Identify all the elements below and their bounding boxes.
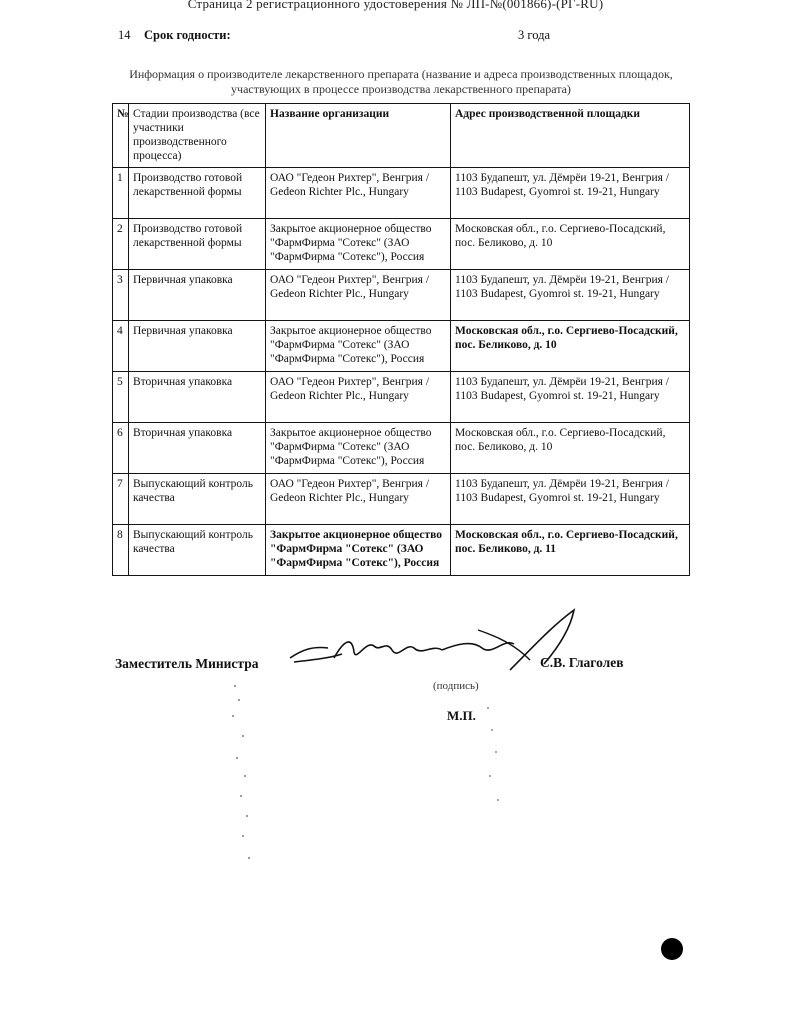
shelf-life-label: Срок годности: (144, 28, 231, 42)
row-org: Закрытое акционерное общество "ФармФирма "Сотекс" (ЗАО "ФармФирма "Сотекс"), Россия (266, 525, 451, 576)
row-address: 1103 Будапешт, ул. Дёмрёи 19-21, Венгрия / 1103 Budapest, Gyomroi st. 19-21, Hungary (451, 168, 690, 219)
table-row (113, 474, 690, 525)
signatory-name: С.В. Глаголев (540, 655, 624, 670)
manufacturer-info-caption: Информация о производителе лекарственного препарата (название и адреса производственных площадок, участвующих в процессе производства лекарственного препарата) (129, 67, 673, 96)
row-org: Закрытое акционерное общество "ФармФирма "Сотекс" (ЗАО "ФармФирма "Сотекс"), Россия (266, 219, 451, 270)
row-org: ОАО "Гедеон Рихтер", Венгрия / Gedeon Richter Plc., Hungary (266, 168, 451, 219)
row-num: 1 (113, 168, 129, 219)
row-stage: Выпускающий контроль качества (129, 525, 266, 576)
table-row (113, 423, 690, 474)
row-stage: Производство готовой лекарственной формы (129, 219, 266, 270)
row-num: 2 (113, 219, 129, 270)
row-stage: Выпускающий контроль качества (129, 474, 266, 525)
row-address: Московская обл., г.о. Сергиево-Посадский, пос. Беликово, д. 10 (451, 321, 690, 372)
row-stage: Первичная упаковка (129, 270, 266, 321)
row-org: ОАО "Гедеон Рихтер", Венгрия / Gedeon Richter Plc., Hungary (266, 474, 451, 525)
row-address: 1103 Будапешт, ул. Дёмрёи 19-21, Венгрия / 1103 Budapest, Gyomroi st. 19-21, Hungary (451, 372, 690, 423)
table-row (113, 219, 690, 270)
manufacturer-table (112, 103, 690, 576)
row-address: 1103 Будапешт, ул. Дёмрёи 19-21, Венгрия / 1103 Budapest, Gyomroi st. 19-21, Hungary (451, 474, 690, 525)
table-row (113, 321, 690, 372)
row-num: 8 (113, 525, 129, 576)
row-num: 4 (113, 321, 129, 372)
page-header: Страница 2 регистрационного удостоверения № ЛП-№(001866)-(РГ-RU) (187, 0, 604, 11)
table-row (113, 270, 690, 321)
row-stage: Вторичная упаковка (129, 372, 266, 423)
row-num: 5 (113, 372, 129, 423)
column-header-address: Адрес производственной площадки (451, 104, 690, 168)
row-num: 7 (113, 474, 129, 525)
row-address: 1103 Будапешт, ул. Дёмрёи 19-21, Венгрия / 1103 Budapest, Gyomroi st. 19-21, Hungary (451, 270, 690, 321)
row-org: Закрытое акционерное общество "ФармФирма "Сотекс" (ЗАО "ФармФирма "Сотекс"), Россия (266, 321, 451, 372)
row-num: 6 (113, 423, 129, 474)
row-stage: Вторичная упаковка (129, 423, 266, 474)
row-stage: Первичная упаковка (129, 321, 266, 372)
table-row (113, 372, 690, 423)
table-row (113, 525, 690, 576)
row-address: Московская обл., г.о. Сергиево-Посадский, пос. Беликово, д. 11 (451, 525, 690, 576)
binder-hole-mark (661, 938, 683, 960)
table-row (113, 168, 690, 219)
row-org: Закрытое акционерное общество "ФармФирма "Сотекс" (ЗАО "ФармФирма "Сотекс"), Россия (266, 423, 451, 474)
scan-speckle (480, 700, 510, 820)
row-org: ОАО "Гедеон Рихтер", Венгрия / Gedeon Richter Plc., Hungary (266, 372, 451, 423)
column-header-stage: Стадии производства (все участники производственного процесса) (129, 104, 266, 168)
row-stage: Производство готовой лекарственной формы (129, 168, 266, 219)
table-header-row (113, 104, 690, 168)
column-header-num: № (113, 104, 129, 168)
shelf-life-value: 3 года (518, 28, 550, 42)
row-address: Московская обл., г.о. Сергиево-Посадский, пос. Беликово, д. 10 (451, 219, 690, 270)
signature-caption: (подпись) (433, 680, 479, 692)
signatory-title: Заместитель Министра (115, 656, 259, 671)
row-num: 3 (113, 270, 129, 321)
row-address: Московская обл., г.о. Сергиево-Посадский, пос. Беликово, д. 10 (451, 423, 690, 474)
shelf-life-number: 14 (118, 28, 131, 42)
shelf-life-line (118, 28, 678, 48)
row-org: ОАО "Гедеон Рихтер", Венгрия / Gedeon Richter Plc., Hungary (266, 270, 451, 321)
column-header-org: Название организации (266, 104, 451, 168)
scan-speckle (225, 676, 265, 876)
stamp-place-label: М.П. (447, 708, 476, 723)
